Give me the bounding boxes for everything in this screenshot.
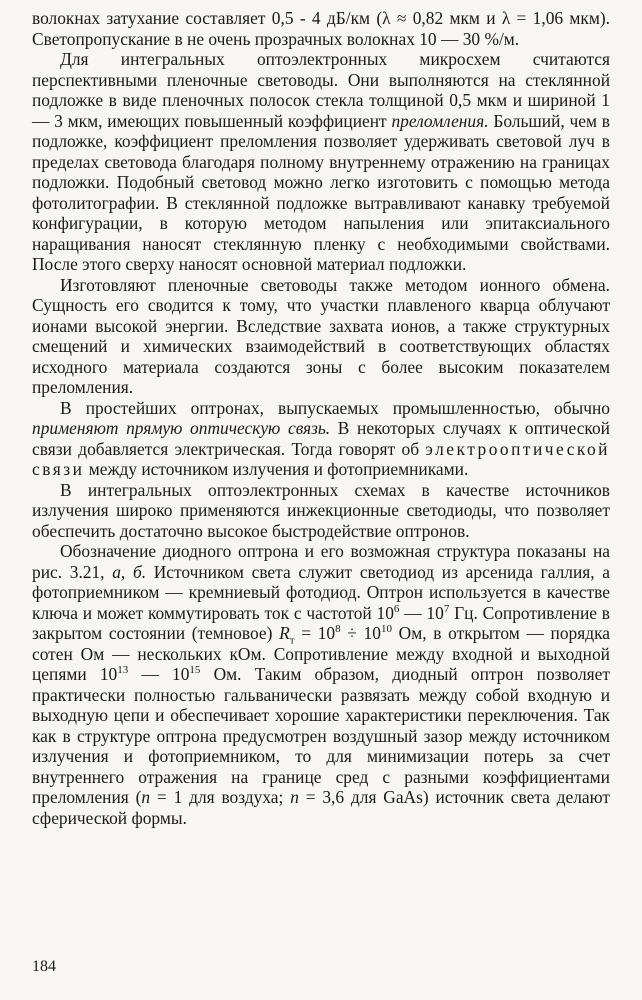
exponent: 15: [189, 664, 201, 677]
text-run: Ом. Таким образом, диодный оптрон позволяет практически полностью гальванически развязать между собой входную и выходную цепи и обеспечивает хорошие характеристики переключения. Так как в структуре оптрона предусмотрен воздушный зазор между источником излучения и фотоприемником, то для минимизации потерь за счет внутреннего отражения на границе сред с разными коэффициентами преломления (: [32, 664, 610, 807]
text-run: ÷ 10: [340, 623, 381, 643]
exponent: 13: [117, 664, 129, 677]
spaced-term: электрооптической связи: [32, 438, 610, 479]
exponent: 6: [393, 602, 400, 615]
text-run: Больший, чем в подложке, коэффициент преломления позволяет удерживать световой луч в пределах световода благодаря полному внутреннему отражению на границах подложки. Подобный световод можно легко изготовить с помощью метода фотолитографии. В стеклянной подложке вытравливают канавку требуемой конфигурации, в которую методом напыления или эпитаксиального наращивания наносят стеклянную пленку с необходимыми свойствами. После этого сверху наносят основной материал подложки.: [32, 110, 610, 274]
subscript: т: [289, 634, 295, 647]
paragraph-continuation: волокнах затухание составляет 0,5 - 4 дБ/км (λ ≈ 0,82 мкм и λ = 1,06 мкм). Светопропускание в не очень прозрачных волокнах 10 — 30 %/м.: [32, 8, 610, 49]
text-run: В простейших оптронах, выпускаемых промышленностью, обычно: [60, 397, 610, 418]
text-run: между источником излучения и фотоприемниками.: [84, 459, 469, 479]
paragraph-diode-optocoupler: [32, 541, 610, 828]
figure-parts: а, б.: [112, 561, 147, 582]
text-run: = 10: [294, 623, 336, 643]
page-number: 184: [32, 958, 56, 975]
italic-term: преломления.: [391, 110, 489, 131]
exponent: 10: [380, 623, 392, 636]
text-run: = 1 для воздуха;: [150, 787, 291, 807]
italic-term: применяют прямую оптическую связь.: [32, 418, 331, 438]
text-run: = 3,6 для GaAs) источник света делают сферической формы.: [32, 787, 611, 828]
paragraph-ion-exchange: Изготовляют пленочные световоды также методом ионного обмена. Сущность его сводится к тому, что участки плавленого кварца облучают ионами высокой энергии. Вследствие захвата ионов, а также структурных смещений и химических взаимодействий в соответствующих областях исходного материала создаются зоны с более высоким показателем преломления.: [32, 274, 610, 397]
exponent: 8: [335, 623, 341, 636]
text-run: — 10: [128, 664, 190, 684]
text-run: В некоторых случаях к оптической связи добавляется электрическая. Тогда говорят об: [32, 418, 610, 459]
symbol-n: n: [290, 787, 299, 807]
paragraph-optical-coupling: [32, 398, 610, 480]
text-run: — 10: [399, 602, 444, 623]
symbol-n: n: [141, 787, 151, 807]
text-run: Ом, в открытом — порядка сотен Ом — нескольких кОм. Сопротивление между входной и выходной цепями 10: [32, 623, 610, 684]
text-run: Гц. Сопротивление в закрытом состоянии (темновое): [32, 602, 611, 643]
paragraph-film-waveguides: [32, 49, 610, 275]
paragraph-led-sources: В интегральных оптоэлектронных схемах в качестве источников излучения широко применяются инжекционные светодиоды, что позволяет обеспечить достаточно высокое быстродействие оптронов.: [32, 479, 610, 541]
exponent: 7: [443, 602, 450, 615]
text-run: Источником света служит светодиод из арсенида галлия, а фотоприемником — кремниевый фотодиод. Оптрон используется в качестве ключа и может коммутировать ток с частотой 10: [32, 561, 611, 623]
text-run: Для интегральных оптоэлектронных микросхем считаются перспективными пленочные световоды. Они выполняются на стеклянной подложке в виде пленочных полосок стекла толщиной 0,5 мкм и шириной 1 — 3 мкм, имеющих повышенный коэффициент: [32, 49, 610, 131]
page-body: [32, 8, 610, 828]
text-run: Обозначение диодного оптрона и его возможная структура показаны на рис. 3.21,: [32, 541, 610, 582]
symbol-r: R: [279, 623, 290, 643]
